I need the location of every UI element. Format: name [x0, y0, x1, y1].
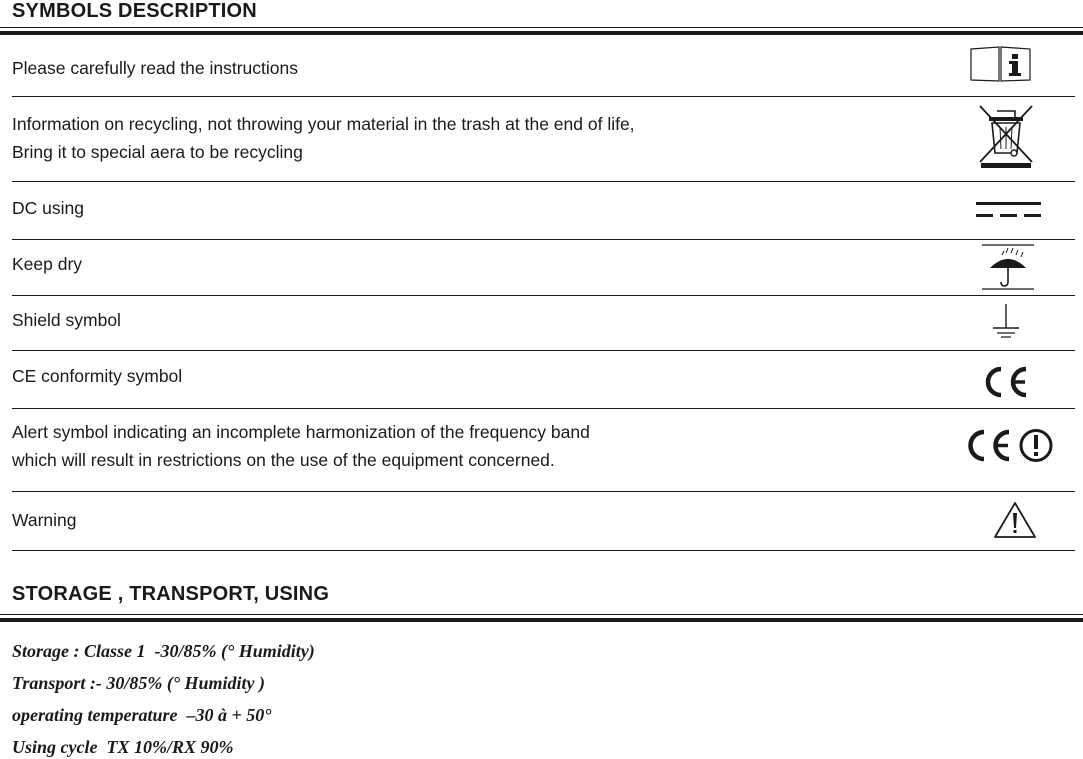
row-description-line-2: which will result in restrictions on the use of the equipment concerned.	[12, 450, 555, 470]
storage-rule-thin	[0, 614, 1083, 615]
transport-line: Transport :- 30/85% (° Humidity )	[12, 673, 266, 693]
weee-crossed-bin-icon	[978, 105, 1034, 169]
header-rule-thin	[0, 27, 1083, 28]
row-description: Warning	[12, 510, 77, 530]
symbols-section-title: SYMBOLS DESCRIPTION	[12, 0, 257, 22]
row-description-line-2: Bring it to special aera to be recycling	[12, 142, 303, 162]
ground-shield-icon	[992, 304, 1020, 340]
symbol-row-recycling	[12, 97, 1075, 182]
row-description: Keep dry	[12, 254, 83, 274]
storage-line: Storage : Classe 1 -30/85% (° Humidity)	[12, 641, 315, 661]
using-cycle-line: Using cycle TX 10%/RX 90%	[12, 737, 234, 757]
row-description-line-1: Alert symbol indicating an incomplete harmonization of the frequency band	[12, 422, 590, 442]
row-description: DC using	[12, 198, 84, 218]
symbol-row-shield	[12, 296, 1075, 351]
symbol-row-dc	[12, 182, 1075, 240]
row-description-line-1: Information on recycling, not throwing your material in the trash at the end of life,	[12, 114, 635, 134]
storage-section-title: STORAGE , TRANSPORT, USING	[12, 583, 330, 605]
warning-triangle-icon	[993, 501, 1037, 539]
row-description: Shield symbol	[12, 310, 121, 330]
symbol-row-alert	[12, 409, 1075, 492]
operating-temperature-line: operating temperature –30 à + 50°	[12, 705, 272, 725]
row-description: CE conformity symbol	[12, 366, 183, 386]
ce-alert-icon	[963, 428, 1055, 464]
symbol-row-warning	[12, 492, 1075, 551]
dc-current-icon	[976, 201, 1042, 219]
ce-mark-icon	[979, 365, 1031, 399]
read-instructions-icon	[970, 46, 1032, 82]
symbol-row-keep-dry	[12, 240, 1075, 296]
symbol-row-instructions	[12, 35, 1075, 97]
row-description: Please carefully read the instructions	[12, 58, 298, 78]
storage-rule-thick	[0, 618, 1083, 622]
symbol-row-ce	[12, 351, 1075, 409]
keep-dry-umbrella-icon	[980, 244, 1036, 290]
